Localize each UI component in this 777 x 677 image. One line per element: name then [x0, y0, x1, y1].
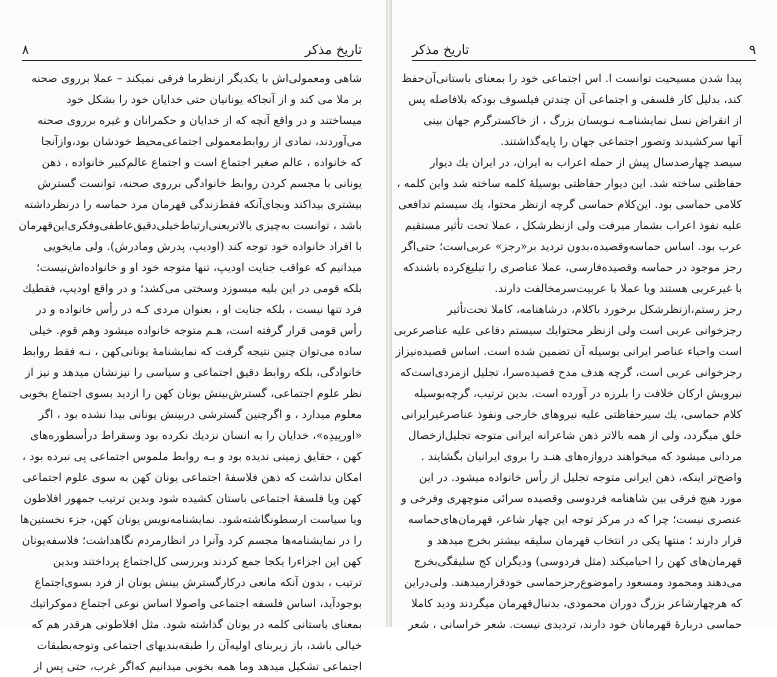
text-line: شاهی ومعمولی‌اش با یکدیگر ازنظرما فرقی نمیکند – عملا برروی صحنه — [31, 72, 362, 85]
text-line: کند، بدلیل کار فلسفی و اجتماعی آن چندتن فیلسوف بودکه بلافاصله پس — [408, 93, 742, 106]
text-line: است واحیاء عناصر ایرانی بوسیله آن تضمین شده است. اساس قصیده‌نیزاز — [395, 345, 742, 358]
text-line: رأس قومی قرار گرفته است، هـم متوجه خانواده میشود وهم قوم. خیلی — [29, 324, 362, 337]
text-line: میساختند و در واقع آنچه که از خدایان و حکمرانان و غیره برروی صحنه — [37, 114, 362, 127]
text-line: ترتیب ، بدون آنکه مانعی درکارگسترش بینش یونان از فرد بسوی‌اجتماع — [34, 576, 362, 589]
text-line: باشد ، توانست به‌چیزی بالاتر‌یعنی‌ارتباط‌خیلی‌دقیق‌عاطفی‌وفکری‌این‌قهرمان — [18, 219, 362, 232]
text-line: حفاظتی ساخته شد. این دیوار حفاظتی بوسیلهٔ کلمه ساخته شد واین کلمه ، — [396, 177, 742, 190]
left-header-rule — [22, 60, 362, 61]
text-line: بلکه قومی در این بلیه میسوزد وسختی می‌کشد؛ و در واقع اودیپ، فقطیك — [22, 282, 362, 295]
right-page-body — [393, 68, 756, 635]
text-line: می‌دهند ومحمود ومسعود راموضوع‌رجزحماسی خودقرارمیدهند. ولی‌دراین — [404, 576, 742, 589]
text-line: که هرچهارشاعر بزرگ دوران محمودی، بدنبال‌قهرمان میگردند ودید کاملا — [411, 597, 742, 610]
text-line: کهن ویا فلسفهٔ اجتماعی باستان کشیده شود وبدین ترتیب جمهور افلاطون — [23, 492, 362, 505]
left-page-number: ٨ — [22, 43, 29, 58]
text-line: قرار دارند ؛ منتها یکی در انتخاب قهرمان سلیقه بیشتر بخرج میدهد و — [427, 534, 742, 547]
text-line: عنصری نیست؛ چرا که در مرکز توجه این چهار شاعر، قهرمان‌های‌حماسه — [407, 513, 742, 526]
left-page-header — [22, 36, 362, 58]
text-line: را در نمایشنامه‌ها مجسم کرد وآنرا در انظارمردم نگاهداشت؛ فلاسفه‌یونان — [22, 534, 362, 547]
text-line: کلامی حماسی بود. این‌کلام حماسی گرچه ازنظر محتوا، یك سیستم تدافعی — [398, 198, 742, 211]
left-page — [0, 0, 386, 673]
text-line: بیشتری بیداکند وبجای‌آنکه فقط‌زندگی قهرمان مرد حماسه را درنظرداشته — [23, 198, 362, 211]
text-line: معلوم میدارد ، و اگرچنین گسترشی دربینش یونانی بیدا نشده بود ، اگر — [38, 408, 362, 421]
right-paragraph — [396, 152, 756, 299]
text-line: حماسی دربارهٔ قهرمانان خود دارند، تردیدی نیست. شعر خراسانی ، شعر — [408, 618, 742, 631]
text-line: واضح‌تر اینکه، ذهن ایرانی متوجه تجلیل از رأس خانواده میشود. در این — [419, 471, 742, 484]
text-line: نیرویش ارکان خلافت را بلرزه در آورده است. بدین ترتیب، گرچه‌بوسیله — [413, 387, 742, 400]
text-line: نظر علوم اجتماعی، گسترش‌بینش یونان کهن را ازدید بسوی اجتماع بخوبی — [19, 387, 362, 400]
text-line: می‌آوردند، نمادی از روابط‌معمولی اجتماعی‌محیط خودشان بود،وازآنجا — [41, 135, 362, 148]
right-page-number: ٩ — [749, 43, 756, 58]
text-line: که خانواده ، عالم صغیر اجتماع است و اجتماع عالم‌کبیر خانواده ، ذهن — [41, 156, 362, 169]
text-line: علیه نفوذ اعراب بشمار میرفت ولی ازنظرشکل ، عملا تحت تأثیر مستقیم — [404, 219, 742, 232]
text-line: کهن ، حقایق زمینی ندیده بود و بـه روابط ملموس اجتماعی پی نبرده بود ، — [22, 450, 362, 463]
right-paragraph — [393, 299, 756, 635]
text-line: اجتماعی تشکیل میدهد وما همه بخوبی میدانیم که‌اگر غرب، حتی پس از — [33, 660, 362, 673]
text-line: از انقراض نسل نمایشنامـه نـویسان بزرگ ، از خاکسترگرم جهان بینی — [423, 114, 742, 127]
text-line: آنها سرکشیدند وتصور اجتماعی جهان را پایه‌گذاشتند. — [500, 135, 742, 148]
text-line: رجزخوانی عربی است ولی ازنظر محتوایك سیستم دفاعی علیه عناصرعربی — [393, 324, 742, 337]
text-line: کهن این اجزاءرا یکجا جمع کردند وبررسی کل‌اجتماع پرداختند وبدین — [52, 555, 362, 568]
text-line: قهرمان‌های کهن را احیامیکند (مثل فردوسی) ودیگران کج سلیقگی‌بخرج — [413, 555, 742, 568]
right-header-rule — [412, 60, 756, 61]
text-line: عرب بود. اساس حماسه‌وقصیده،بدون تردید بر«رجز» عربی‌است؛ حتی‌اگر — [401, 240, 742, 253]
text-line: پیدا شدن مسیحیت توانست ا. اس اجتماعی خود را بمعنای باستانی‌آن‌حفظ — [401, 72, 742, 85]
text-line: بر ملا می کند و از آنجاکه یونانیان حتی خدایان خود را بشکل خود — [66, 93, 362, 106]
text-line: رجزخوانی عربی است، گرچه هدف مدح قصیده‌سرا، تجلیل ازمردی‌است‌که — [400, 366, 742, 379]
text-line: کلام حماسی، یك سیرحفاظتی علیه نیروهای خارجی ونفوذ عناصرغیرایرانی — [401, 408, 742, 421]
text-line: یونانی با مجسم کردن روابط خانوادگی برروی صحنه، توانست گسترش — [37, 177, 362, 190]
text-line: بوجودآید، اساس فلسفه اجتماعی واصولا اساس نوعی اجتماع دموکراتیك — [29, 597, 362, 610]
text-line: میدانیم که عواقب جنایت اودیپ، تنها متوجه خود او و خانواده‌اش‌نیست؛ — [36, 261, 362, 274]
left-page-body — [18, 68, 362, 677]
text-line: با غیرعربی هستند ویا عملا با عربیت‌سرمخالفت دارند. — [494, 282, 742, 295]
text-line: ساده می‌توان چنین نتیجه گرفت که نمایشنامهٔ یونانی‌کهن ، نـه فقط روابط — [22, 345, 362, 358]
right-running-title: تاریخ مذکر — [412, 43, 470, 58]
text-line: با افراد خانواده خود توجه کند (اودیپ، پدرش ومادرش). ولی مایخویی — [43, 240, 362, 253]
text-line: خیالی باشد، باز زیربنای اولیه‌آن را طبقه‌بندیهای اجتماعی وتوجه‌بطبقات — [36, 639, 362, 652]
right-page-header — [412, 36, 756, 58]
left-paragraph — [18, 68, 362, 677]
left-running-title: تاریخ مذکر — [304, 43, 362, 58]
text-line: خانوادگی، بلکه روابط دقیق اجتماعی و سیاسی را نیزنشان میدهد و نیز از — [25, 366, 362, 379]
right-paragraph — [401, 68, 756, 152]
text-line: خلق میگردد، ولی از همه بالاتر ذهن شاعرانه ایرانی متوجه تجلیل‌ازخصال — [408, 429, 742, 442]
text-line: رجز رستم،ازنظرشکل برخورد باکلام، درشاهنامه، کاملا تحت‌تأثیر — [447, 303, 742, 316]
text-line: سیصد چهارصدسال پیش از حمله اعراب به ایران، در ایران یك دیوار — [429, 156, 742, 169]
text-line: فرد تنها نیست ، بلکه جنایت او ، بعنوان مردی کـه در رأس خانواده و در — [36, 303, 362, 316]
text-line: امکان نداشت که ذهن فلاسفهٔ اجتماعی یونان کهن به سوی علوم اجتماعی — [22, 471, 362, 484]
text-line: مورد هیچ فرقی بین شاهنامه فردوسی وقصیده سرائی منوچهری وفرخی و — [401, 492, 742, 505]
text-line: ویا سیاست ارسطونگاشته‌شود. نمایشنامه‌نویس یونان کهن، جزء نخستین‌ها — [20, 513, 362, 526]
text-line: «اورپیدِه»، خدایان را به انسان نزدیك نکرده بود وسقراط درأسطوره‌های — [30, 429, 362, 442]
text-line: بمعنای باستانی کلمه در یونان گذاشته شود. مثل افلاطونی هرقدر هم که — [31, 618, 362, 631]
text-line: مردانی میشود که میخواهند دروازه‌های هنـد را بروی ایرانیان بگشایند . — [420, 450, 742, 463]
right-page — [392, 0, 777, 631]
text-line: رجز موجود در حماسه وقصیده‌فارسی، عملا عناصری را تبلیغ‌کرده باشندکه — [402, 261, 742, 274]
